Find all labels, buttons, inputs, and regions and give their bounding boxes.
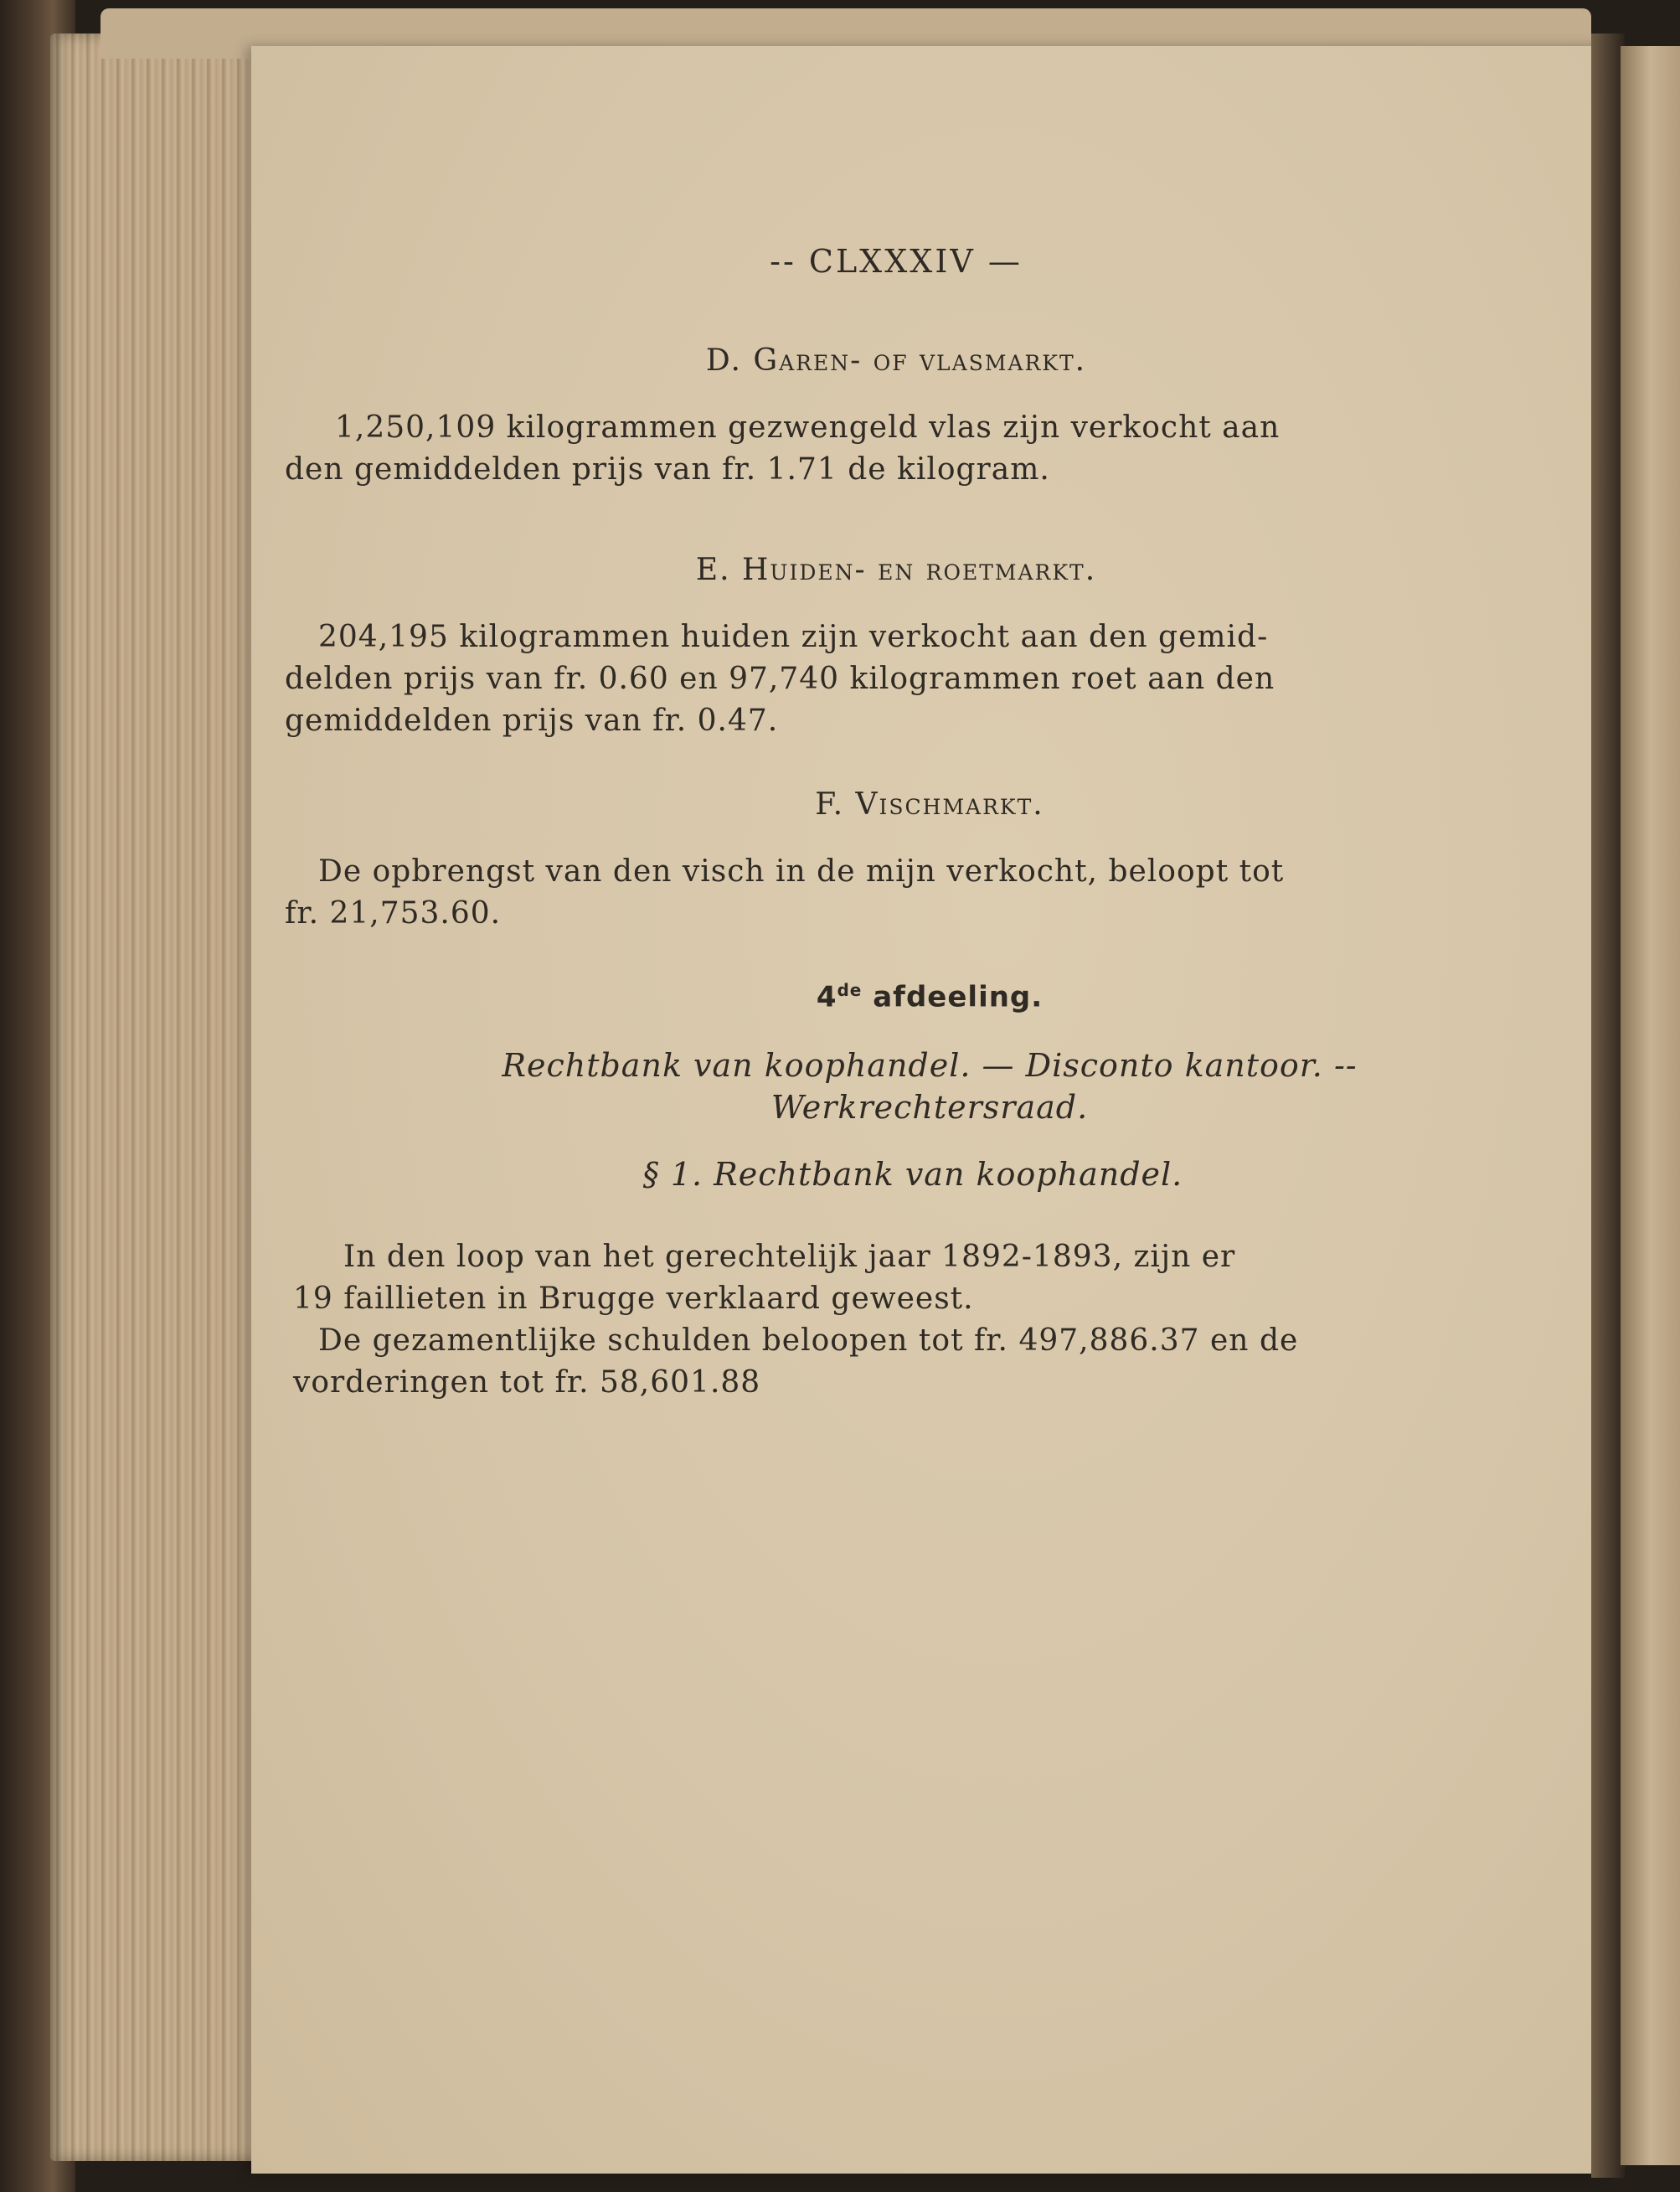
section-heading-e: E. Huiden- en roetmarkt. <box>695 553 1097 587</box>
body-line-2: 19 faillieten in Brugge verklaard geweest. <box>293 1282 974 1316</box>
paragraph-d-line-1: 1,250,109 kilogrammen gezwengeld vlas zijn verkocht aan <box>335 410 1281 445</box>
section-heading-f: F. Vischmarkt. <box>815 787 1044 822</box>
paragraph-e-line-1: 204,195 kilogrammen huiden zijn verkocht aan den gemid- <box>318 620 1269 654</box>
paragraph-d-line-2: den gemiddelden prijs van fr. 1.71 de kilogram. <box>285 452 1050 487</box>
body-line-3: De gezamentlijke schulden beloopen tot fr. 497,886.37 en de <box>318 1323 1299 1358</box>
afdeeling-suffix: de <box>837 980 863 1000</box>
page-number: -- CLXXXIV — <box>770 243 1023 280</box>
section-heading-d: D. Garen- of vlasmarkt. <box>705 343 1087 378</box>
body-line-4: vorderingen tot fr. 58,601.88 <box>293 1365 761 1400</box>
paragraph-heading: § 1. Rechtbank van koophandel. <box>642 1156 1183 1193</box>
subtitle-line-1: Rechtbank van koophandel. — Disconto kantoor. -- <box>502 1047 1358 1084</box>
paragraph-f-line-2: fr. 21,753.60. <box>285 896 502 931</box>
afdeeling-label: afdeeling. <box>873 980 1044 1014</box>
book-gutter <box>1591 34 1625 2178</box>
paragraph-f-line-1: De opbrengst van den visch in de mijn verkocht, beloopt tot <box>318 854 1285 889</box>
paragraph-e-line-3: gemiddelden prijs van fr. 0.47. <box>285 704 779 738</box>
paragraph-e-line-2: delden prijs van fr. 0.60 en 97,740 kilogrammen roet aan den <box>285 662 1275 696</box>
adjacent-page-edge <box>1621 46 1680 2165</box>
subtitle-line-2: Werkrechtersraad. <box>770 1089 1089 1126</box>
afdeeling-number: 4 <box>816 980 837 1014</box>
body-line-1: In den loop van het gerechtelijk jaar 1892-1893, zijn er <box>343 1240 1236 1274</box>
afdeeling-heading <box>318 980 1541 1013</box>
